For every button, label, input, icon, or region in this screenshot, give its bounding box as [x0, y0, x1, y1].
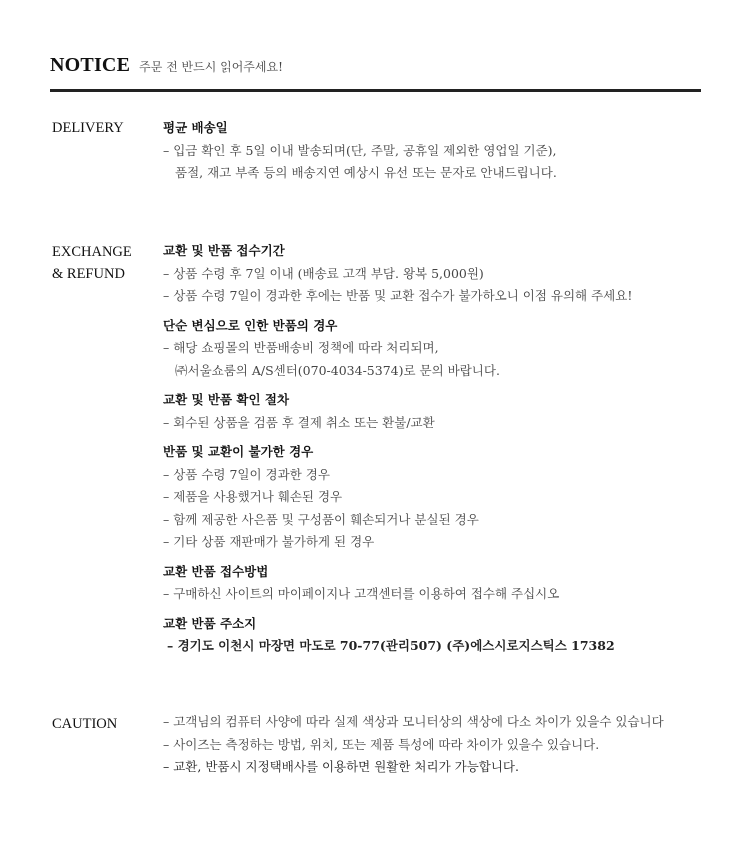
group-line: – 상품 수령 7일이 경과한 경우	[163, 466, 330, 482]
exchange-group-procedure	[163, 389, 693, 434]
group-heading: 교환 및 반품 확인 절차	[163, 392, 290, 407]
group-line: – 상품 수령 7일이 경과한 후에는 반품 및 교환 접수가 불가하오니 이점 유의해 주세요!	[163, 288, 633, 303]
delivery-heading: 평균 배송일	[163, 120, 228, 135]
exchange-label	[52, 241, 132, 285]
caution-line: – 교환, 반품시 지정택배사를 이용하면 원활한 처리가 가능합니다.	[163, 759, 519, 774]
group-line: ㈜서울쇼룸의 A/S센터(070-4034-5374)로 문의 바랍니다.	[175, 362, 500, 378]
notice-header	[50, 54, 283, 77]
exchange-group-period	[163, 240, 693, 308]
notice-title: NOTICE	[50, 54, 131, 76]
group-line: – 기타 상품 재판매가 불가하게 된 경우	[163, 534, 375, 549]
header-divider	[50, 89, 701, 92]
group-line: – 구매하신 사이트의 마이페이지나 고객센터를 이용하여 접수해 주십시오	[163, 586, 560, 601]
exchange-group-method	[163, 561, 693, 606]
delivery-line: 품절, 재고 부족 등의 배송지연 예상시 유선 또는 문자로 안내드립니다.	[175, 165, 557, 180]
notice-subtitle: 주문 전 반드시 읽어주세요!	[139, 60, 283, 74]
group-heading: 교환 반품 주소지	[163, 615, 257, 631]
group-line: – 상품 수령 후 7일 이내 (배송료 고객 부담. 왕복 5,000원)	[163, 265, 484, 281]
exchange-group-change-of-mind	[163, 315, 693, 383]
group-heading: 단순 변심으로 인한 반품의 경우	[163, 317, 338, 333]
group-line: – 제품을 사용했거나 훼손된 경우	[163, 489, 343, 504]
group-line: – 해당 쇼핑몰의 반품배송비 정책에 따라 처리되며,	[163, 340, 439, 355]
exchange-label-line1: EXCHANGE	[52, 244, 132, 260]
delivery-label: DELIVERY	[52, 120, 124, 136]
exchange-group-address	[163, 613, 693, 658]
group-line: – 함께 제공한 사은품 및 구성품이 훼손되거나 분실된 경우	[163, 511, 479, 527]
group-heading: 교환 및 반품 접수기간	[163, 243, 285, 258]
exchange-content	[163, 240, 693, 665]
group-heading: 반품 및 교환이 불가한 경우	[163, 444, 314, 459]
delivery-content	[163, 117, 693, 185]
caution-line: – 사이즈는 측정하는 방법, 위치, 또는 제품 특성에 따라 차이가 있을수 있습니다.	[163, 736, 600, 752]
caution-label: CAUTION	[52, 716, 118, 732]
caution-line: – 고객님의 컴퓨터 사양에 따라 실제 색상과 모니터상의 색상에 다소 차이가 있을수 있습니다	[163, 714, 664, 729]
group-heading: 교환 반품 접수방법	[163, 563, 269, 579]
return-address: – 경기도 이천시 마장면 마도로 70-77(관리507) (주)에스시로지스틱스 17382	[167, 638, 615, 653]
exchange-label-line2: & REFUND	[52, 266, 125, 282]
delivery-line: – 입금 확인 후 5일 이내 발송되며(단, 주말, 공휴일 제외한 영업일 기준),	[163, 142, 557, 158]
caution-content	[163, 711, 693, 779]
exchange-group-not-allowed	[163, 441, 693, 554]
group-line: – 회수된 상품을 검품 후 결제 취소 또는 환불/교환	[163, 414, 435, 430]
